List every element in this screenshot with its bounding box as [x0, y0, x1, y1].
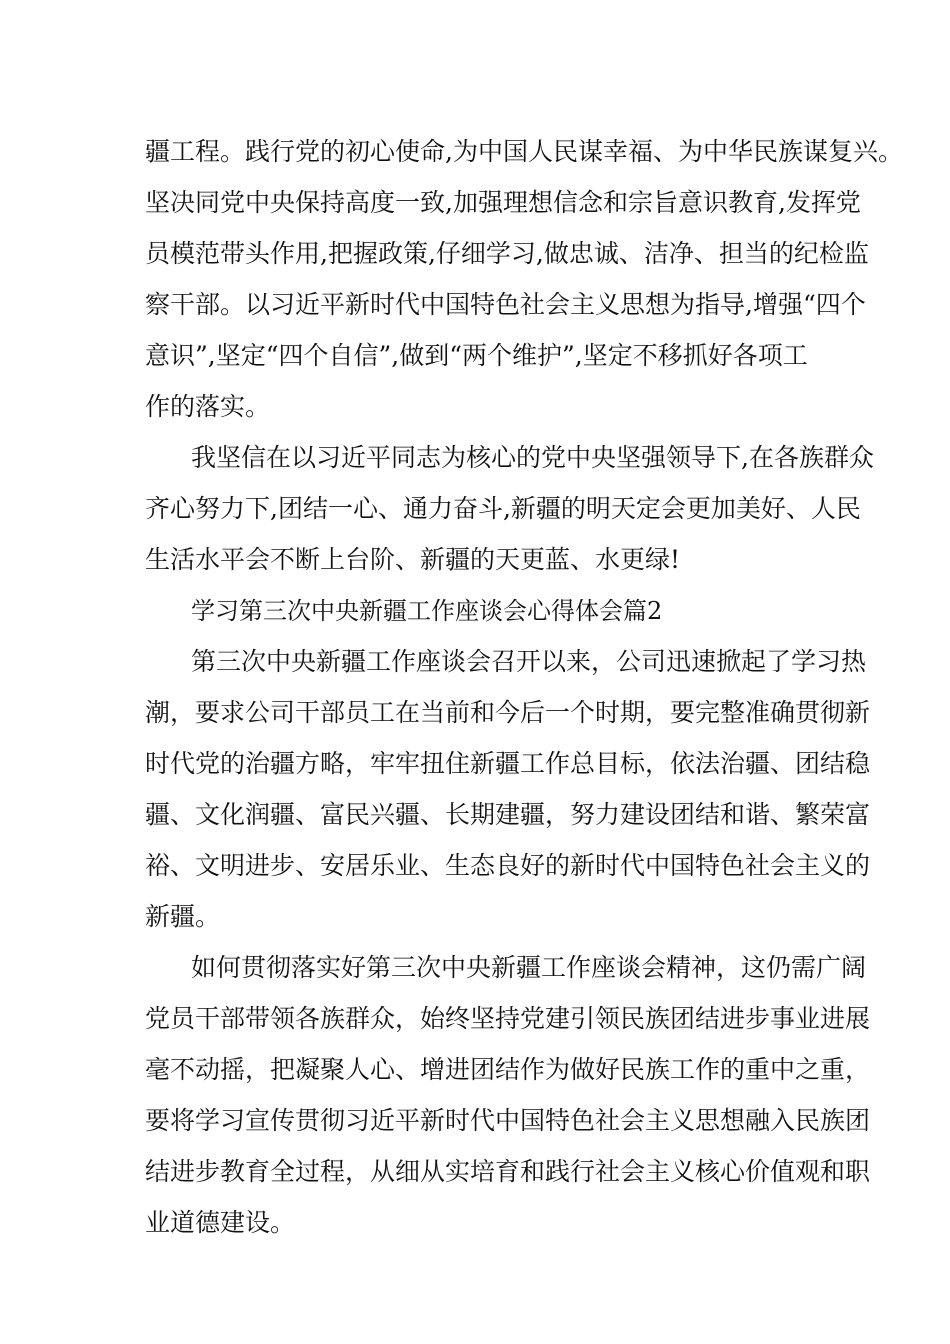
paragraph-first-line: 我坚信在以习近平同志为核心的党中央坚强领导下,在各族群众	[191, 443, 874, 472]
paragraph-first-line: 第三次中央新疆工作座谈会召开以来，公司迅速掀起了学习热	[191, 647, 867, 676]
text-line: 结进步教育全过程，从细从实培育和践行社会主义核心价值观和职	[145, 1157, 871, 1186]
text-line: 疆、文化润疆、富民兴疆、长期建疆，努力建设团结和谐、繁荣富	[145, 800, 871, 829]
text-line: 作的落实。	[145, 392, 271, 421]
text-line: 察干部。以习近平新时代中国特色社会主义思想为指导,增强“四个	[145, 290, 866, 319]
section-heading: 学习第三次中央新疆工作座谈会心得体会篇2	[191, 597, 663, 625]
text-line: 疆工程。践行党的初心使命,为中国人民谋幸福、为中华民族谋复兴。	[145, 137, 903, 166]
text-line: 时代党的治疆方略，牢牢扭住新疆工作总目标，依法治疆、团结稳	[145, 749, 871, 778]
text-line: 齐心努力下,团结一心、通力奋斗,新疆的明天定会更加美好、人民	[145, 494, 861, 523]
text-line: 业道德建设。	[145, 1208, 296, 1237]
text-line: 生活水平会不断上台阶、新疆的天更蓝、水更绿!	[145, 545, 681, 574]
text-line: 坚决同党中央保持高度一致,加强理想信念和宗旨意识教育,发挥党	[145, 188, 861, 217]
text-line: 意识”,坚定“四个自信”,做到“两个维护”,坚定不移抓好各项工	[145, 341, 808, 370]
text-line: 员模范带头作用,把握政策,仔细学习,做忠诚、洁净、担当的纪检监	[145, 239, 869, 268]
text-line: 潮，要求公司干部员工在当前和今后一个时期，要完整准确贯彻新	[145, 698, 871, 727]
text-line: 毫不动摇，把凝聚人心、增进团结作为做好民族工作的重中之重，	[145, 1055, 871, 1084]
text-line: 裕、文明进步、安居乐业、生态良好的新时代中国特色社会主义的	[145, 851, 871, 880]
text-line: 新疆。	[145, 902, 221, 931]
text-line: 党员干部带领各族群众，始终坚持党建引领民族团结进步事业进展	[145, 1004, 871, 1033]
text-line: 要将学习宣传贯彻习近平新时代中国特色社会主义思想融入民族团	[145, 1106, 871, 1135]
paragraph-first-line: 如何贯彻落实好第三次中央新疆工作座谈会精神，这仍需广阔	[191, 953, 867, 982]
